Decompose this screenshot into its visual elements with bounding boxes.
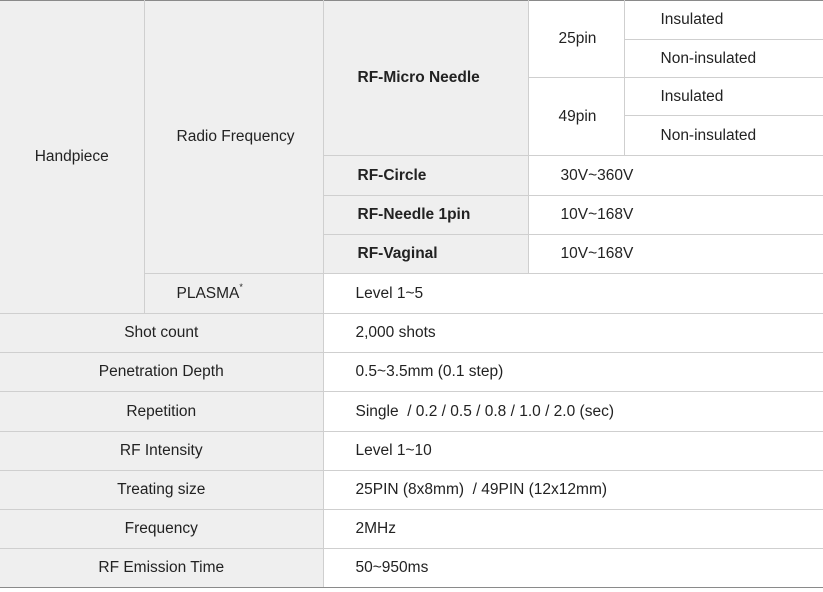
plasma-label: PLASMA* bbox=[144, 274, 323, 314]
pin-49-non-insulated: Non-insulated bbox=[624, 116, 823, 156]
spec-value-penetration-depth: 0.5~3.5mm (0.1 step) bbox=[323, 353, 823, 392]
rf-needle-1pin-label: RF-Needle 1pin bbox=[323, 196, 528, 235]
pin-25-label: 25pin bbox=[528, 1, 624, 78]
spec-value-shot-count: 2,000 shots bbox=[323, 314, 823, 353]
handpiece-label: Handpiece bbox=[0, 1, 144, 314]
spec-value-repetition: Single / 0.2 / 0.5 / 0.8 / 1.0 / 2.0 (sec) bbox=[323, 392, 823, 432]
spec-label-repetition: Repetition bbox=[0, 392, 323, 432]
spec-label-penetration-depth: Penetration Depth bbox=[0, 353, 323, 392]
rf-circle-label: RF-Circle bbox=[323, 156, 528, 196]
spec-value-rf-intensity: Level 1~10 bbox=[323, 432, 823, 471]
rf-vaginal-label: RF-Vaginal bbox=[323, 235, 528, 274]
pin-25-insulated: Insulated bbox=[624, 1, 823, 40]
pin-49-insulated: Insulated bbox=[624, 78, 823, 116]
rf-needle-1pin-value: 10V~168V bbox=[528, 196, 823, 235]
rf-micro-needle-label: RF-Micro Needle bbox=[323, 1, 528, 156]
spec-value-treating-size: 25PIN (8x8mm) / 49PIN (12x12mm) bbox=[323, 471, 823, 510]
spec-label-shot-count: Shot count bbox=[0, 314, 323, 353]
pin-25-non-insulated: Non-insulated bbox=[624, 40, 823, 78]
spec-value-frequency: 2MHz bbox=[323, 510, 823, 549]
radio-frequency-label: Radio Frequency bbox=[144, 1, 323, 274]
plasma-value: Level 1~5 bbox=[323, 274, 823, 314]
pin-49-label: 49pin bbox=[528, 78, 624, 156]
spec-label-rf-emission-time: RF Emission Time bbox=[0, 549, 323, 588]
plasma-footnote-mark: * bbox=[239, 281, 243, 292]
spec-value-rf-emission-time: 50~950ms bbox=[323, 549, 823, 588]
spec-label-treating-size: Treating size bbox=[0, 471, 323, 510]
spec-label-rf-intensity: RF Intensity bbox=[0, 432, 323, 471]
rf-vaginal-value: 10V~168V bbox=[528, 235, 823, 274]
rf-circle-value: 30V~360V bbox=[528, 156, 823, 196]
spec-label-frequency: Frequency bbox=[0, 510, 323, 549]
